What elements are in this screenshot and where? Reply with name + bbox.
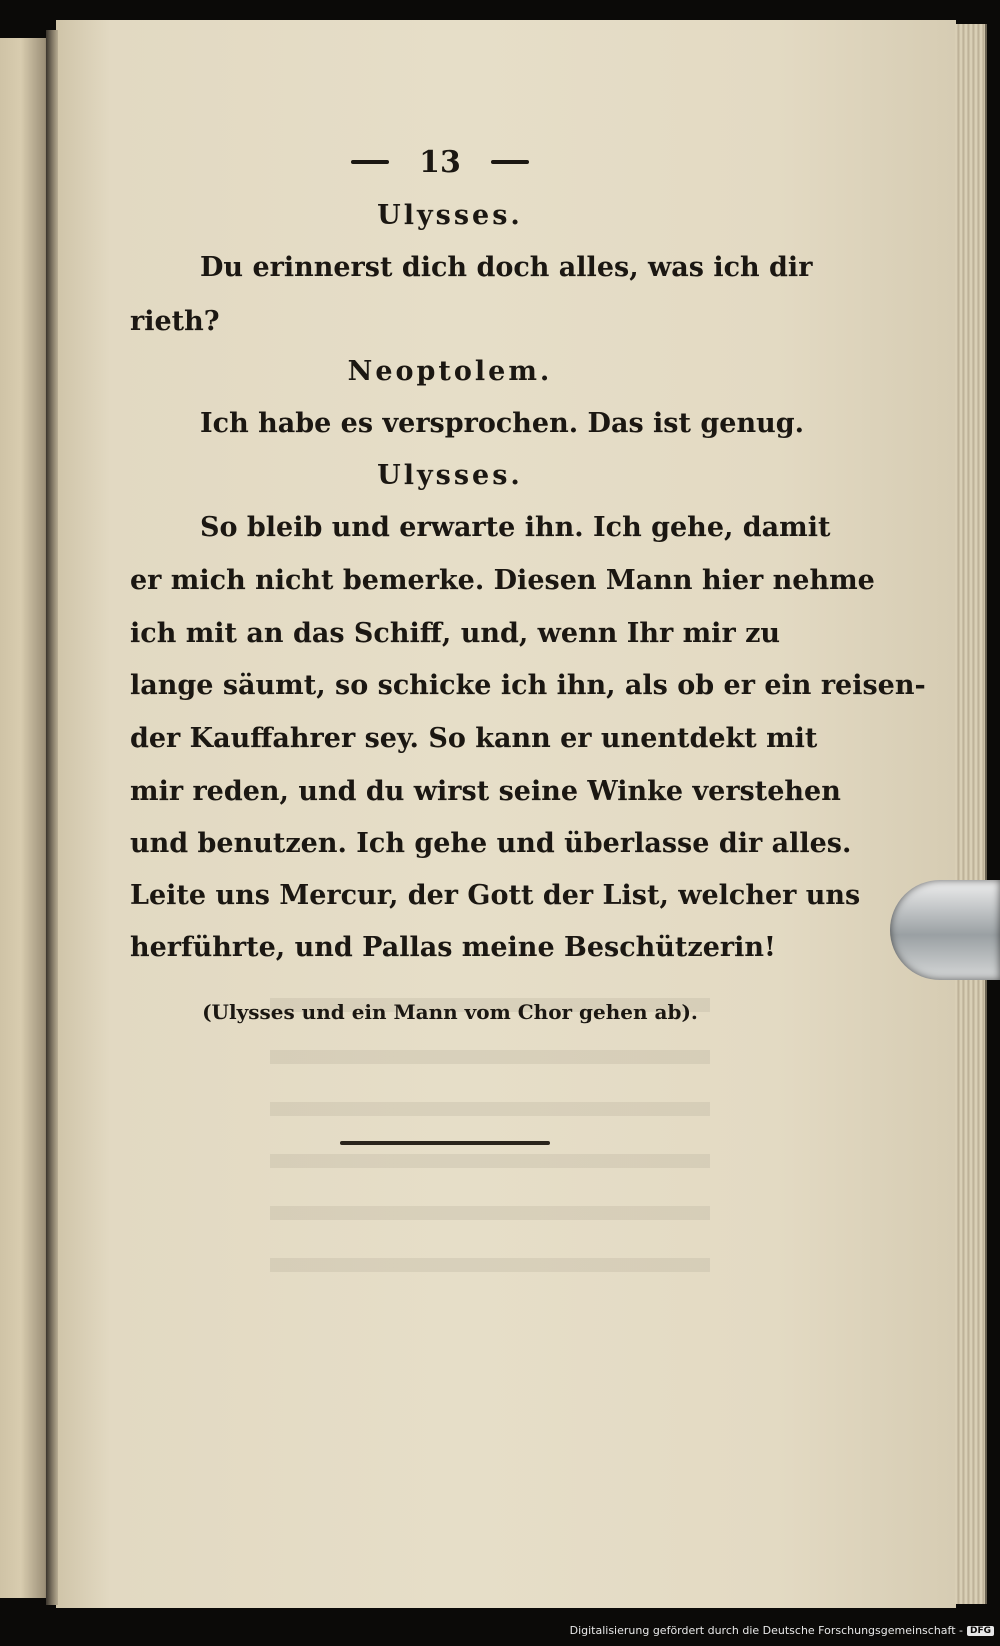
- page-clip: [890, 880, 1000, 980]
- speaker-ulysses-1: Ulysses.: [377, 200, 523, 231]
- text-line: rieth?: [130, 306, 220, 337]
- speaker-ulysses-2: Ulysses.: [377, 460, 523, 491]
- dfg-logo: DFG: [967, 1626, 994, 1636]
- text-line: der Kauffahrer sey. So kann er unentdekt mit: [130, 723, 818, 754]
- text-line: er mich nicht bemerke. Diesen Mann hier nehme: [130, 565, 875, 596]
- text-line: lange säumt, so schicke ich ihn, als ob er ein reisen-: [130, 670, 926, 701]
- book-gutter: [46, 30, 58, 1605]
- end-rule: [340, 1141, 550, 1145]
- page-edges: [955, 24, 987, 1604]
- text-line: Ich habe es versprochen. Das ist genug.: [200, 408, 804, 439]
- text-line: und benutzen. Ich gehe und überlasse dir alles.: [130, 828, 852, 859]
- speaker-neoptolem: Neoptolem.: [347, 356, 553, 387]
- text-line: mir reden, und du wirst seine Winke verstehen: [130, 776, 841, 807]
- header-dash-left: [351, 160, 389, 164]
- digitization-credit: [570, 1624, 994, 1637]
- header-dash-right: [491, 160, 529, 164]
- credit-text: Digitalisierung gefördert durch die Deutsche Forschungsgemeinschaft -: [569, 1624, 963, 1637]
- page-header: [340, 142, 540, 182]
- text-line: Du erinnerst dich doch alles, was ich dir: [200, 252, 813, 283]
- text-line: herführte, und Pallas meine Beschützerin!: [130, 932, 776, 963]
- left-page-edge: [0, 38, 52, 1598]
- stage-direction: (Ulysses und ein Mann vom Chor gehen ab).: [202, 1000, 698, 1024]
- page-number: 13: [419, 144, 461, 180]
- text-line: So bleib und erwarte ihn. Ich gehe, damit: [200, 512, 831, 543]
- text-line: Leite uns Mercur, der Gott der List, welcher uns: [130, 880, 861, 911]
- text-line: ich mit an das Schiff, und, wenn Ihr mir zu: [130, 618, 781, 649]
